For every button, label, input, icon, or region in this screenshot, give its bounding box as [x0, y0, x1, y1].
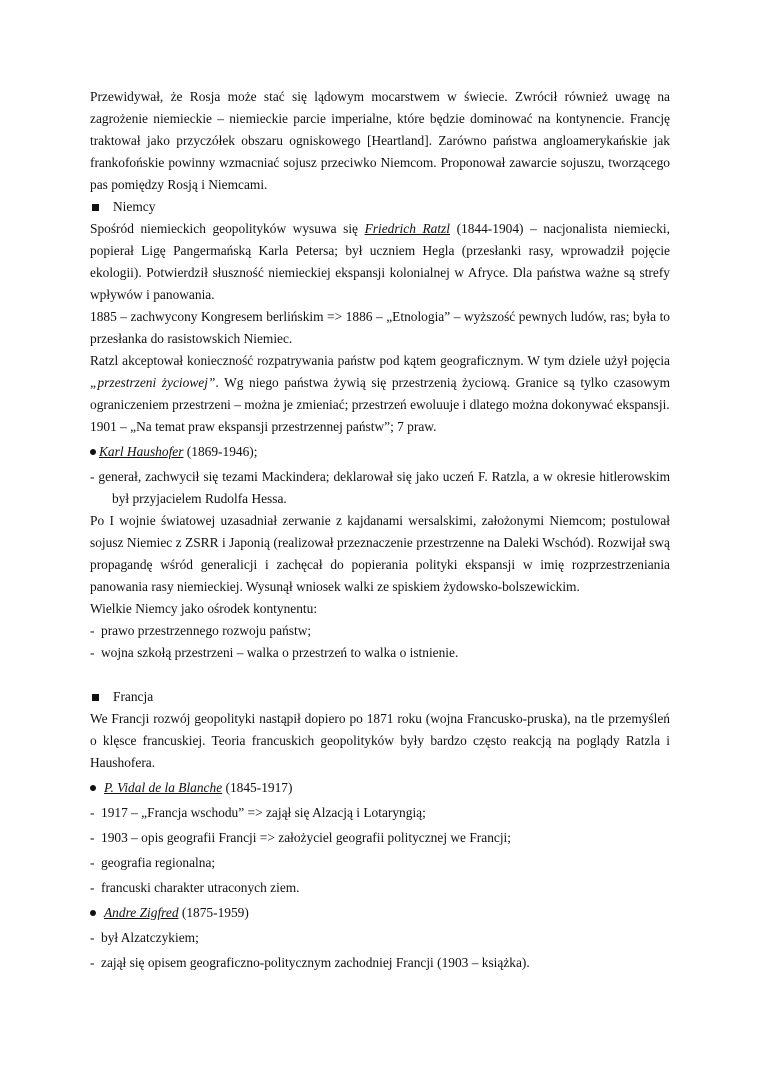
year-1901-line: 1901 – „Na temat praw ekspansji przestrzennej państw”; 7 praw. — [90, 419, 437, 434]
list-item: - zajął się opisem geograficzno-politycznym zachodniej Francji (1903 – książka). — [90, 952, 670, 974]
list-item-text: prawo przestrzennego rozwoju państw; — [101, 623, 312, 638]
ratzl-intro-text: Spośród niemieckich geopolityków wysuwa się — [90, 221, 365, 236]
zigfred-years: (1875-1959) — [178, 905, 249, 920]
list-item-text: 1903 – opis geografii Francji => założyciel geografii politycznej we Francji; — [101, 830, 511, 845]
list-item-text: wojna szkołą przestrzeni – walka o przestrzeń to walka o istnienie. — [101, 645, 459, 660]
vidal-name: P. Vidal de la Blanche — [104, 780, 223, 795]
section-heading-niemcy — [90, 196, 670, 218]
center-line: Wielkie Niemcy jako ośrodek kontynentu: — [90, 601, 318, 616]
haushofer-years: (1869-1946); — [183, 444, 258, 459]
vidal-years: (1845-1917) — [222, 780, 293, 795]
document-page — [90, 86, 670, 974]
list-item-text: 1917 – „Francja wschodu” => zajął się Alzacją i Lotaryngią; — [101, 805, 426, 820]
zigfred-name: Andre Zigfred — [104, 905, 179, 920]
vidal-bullet — [90, 777, 670, 799]
list-item: - wojna szkołą przestrzeni – walka o przestrzeń to walka o istnienie. — [90, 642, 670, 664]
round-bullet-icon — [90, 785, 96, 791]
living-space-term: „przestrzeni życiowej” — [90, 375, 216, 390]
list-item: - był Alzatczykiem; — [90, 927, 670, 949]
living-space-intro: Ratzl akceptował konieczność rozpatrywania państw pod kątem geograficznym. W tym dziele użył pojęcia — [90, 353, 670, 368]
section-heading-francja — [90, 686, 670, 708]
list-item-text: francuski charakter utraconych ziem. — [101, 880, 300, 895]
heading-niemcy-label: Niemcy — [113, 199, 156, 214]
congress-paragraph: 1885 – zachwycony Kongresem berlińskim => 1886 – „Etnologia” – wyższość pewnych ludów, ras; była to przesłanka do rasistowskich Niemiec. — [90, 309, 670, 346]
zigfred-bullet — [90, 902, 670, 924]
living-space-paragraph — [90, 350, 670, 416]
postwar-paragraph: Po I wojnie światowej uzasadniał zerwanie z kajdanami wersalskimi, założonymi Niemcom; postulował sojusz Niemiec z ZSRR i Japonią (realizował przeznaczenie przestrzenne na Daleki Wschód). Rozwijał swą propagandę wśród generalicji i zachęcał do popierania polityki ekspansji w imię rozprzestrzeniania panowania rasy niemieckiej. Wysunął wniosek walki ze spiskiem żydowsko-bolszewickim. — [90, 513, 670, 594]
heading-francja-label: Francja — [113, 689, 154, 704]
ratzl-name: Friedrich Ratzl — [364, 221, 450, 236]
list-item: - prawo przestrzennego rozwoju państw; — [90, 620, 670, 642]
square-bullet-icon — [92, 694, 99, 701]
list-item: - geografia regionalna; — [90, 852, 670, 874]
haushofer-bullet — [90, 441, 670, 463]
list-item: - 1917 – „Francja wschodu” => zajął się Alzacją i Lotaryngią; — [90, 802, 670, 824]
living-space-rest: . Wg niego państwa żywią się przestrzenią życiową. Granice są tylko czasowym ograniczeniem przestrzeni – można je zmieniać; przestrzeń ewoluuje i dlatego można dokonywać ekspansji. — [90, 375, 671, 412]
rosja-paragraph: Przewidywał, że Rosja może stać się lądowym mocarstwem w świecie. Zwrócił również uwagę na zagrożenie niemieckie – niemieckie parcie imperialne, które będzie dominować na kontynencie. Francję traktował jako przyczółek obszaru ogniskowego [Heartland]. Zarówno państwa angloamerykańskie jak frankofońskie powinny wzmacniać sojusz przeciwko Niemcom. Proponował zawarcie sojuszu, tworzącego pas pomiędzy Rosją i Niemcami. — [90, 89, 670, 192]
round-bullet-icon — [90, 449, 96, 455]
haushofer-name: Karl Haushofer — [99, 444, 184, 459]
ratzl-description: (1844-1904) – nacjonalista niemiecki, popierał Ligę Pangermańską Karla Petersa; był uczniem Hegla (przesłanki rasy, wprowadził pojęcie ekologii). Potwierdził słuszność niemieckiej ekspansji kolonialnej w Afryce. Dla państwa ważne są strefy wpływów i panowania. — [90, 221, 670, 302]
list-item-text: był Alzatczykiem; — [101, 930, 199, 945]
list-item-text: zajął się opisem geograficzno-politycznym zachodniej Francji (1903 – książka). — [101, 955, 530, 970]
haushofer-description: - generał, zachwycił się tezami Mackindera; deklarował się jako uczeń F. Ratzla, a w okresie hitlerowskim był przyjacielem Rudolfa Hessa. — [90, 469, 670, 506]
list-item-text: geografia regionalna; — [101, 855, 216, 870]
list-item: - 1903 – opis geografii Francji => założyciel geografii politycznej we Francji; — [90, 827, 670, 849]
francja-intro: We Francji rozwój geopolityki nastąpił dopiero po 1871 roku (wojna Francusko-pruska), na tle przemyśleń o klęsce francuskiej. Teoria francuskich geopolityków były bardzo często reakcją na poglądy Ratzla i Haushofera. — [90, 711, 670, 770]
ratzl-paragraph — [90, 218, 670, 306]
list-item: - francuski charakter utraconych ziem. — [90, 877, 670, 899]
round-bullet-icon — [90, 910, 96, 916]
square-bullet-icon — [92, 204, 99, 211]
